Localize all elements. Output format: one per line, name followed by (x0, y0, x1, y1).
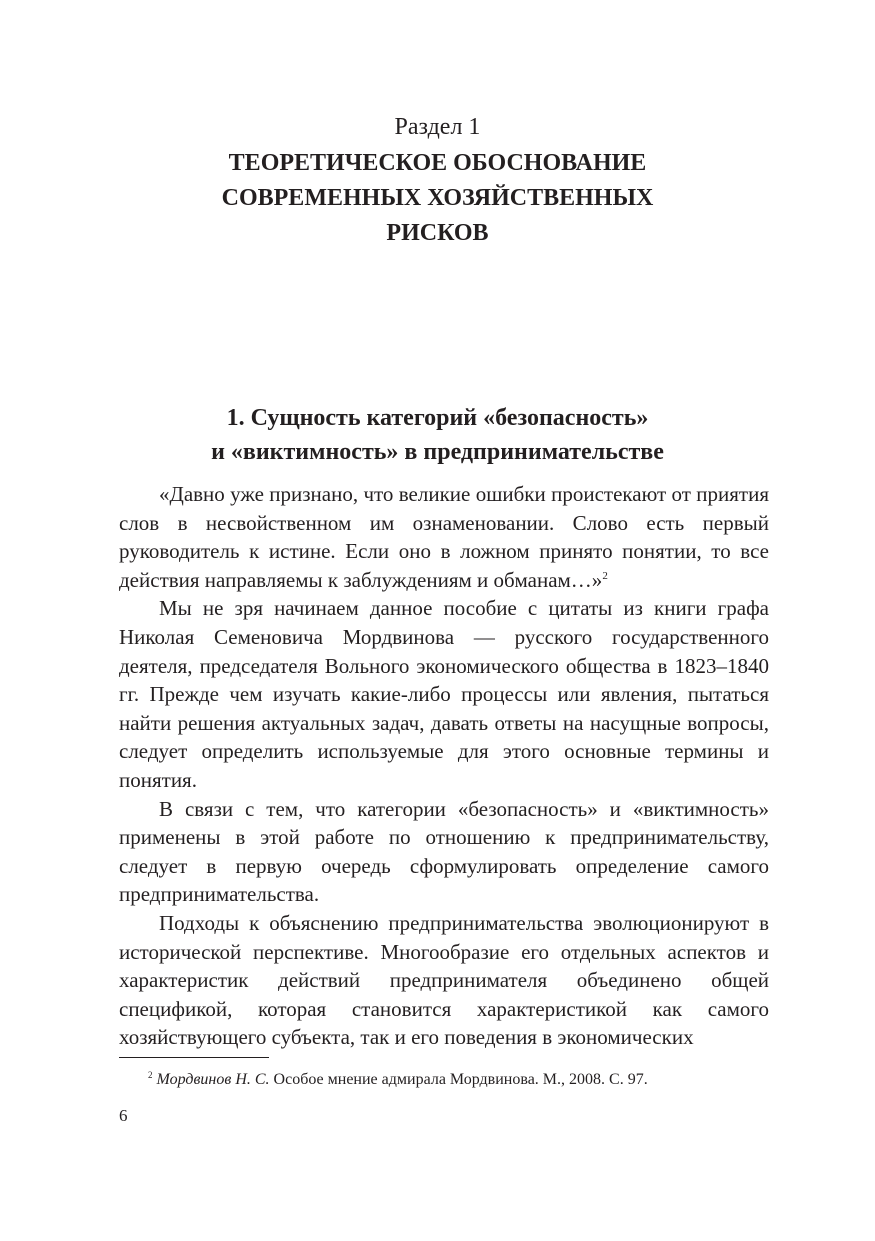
section-title (0, 146, 875, 251)
footnote (148, 1070, 768, 1090)
paragraph: Подходы к объяснению предпринимательства эволюционируют в исторической перспективе. Многообразие его отдельных аспектов и характеристик действий предпринимателя объединено общей спецификой, которая становится характеристикой как самого хозяйствующего субъекта, так и его поведения в экономических (119, 910, 769, 1050)
section-label: Раздел 1 (394, 114, 481, 140)
section-title-line: РИСКОВ (386, 220, 489, 246)
footnote-number: 2 (148, 1070, 153, 1080)
footnote-divider (119, 1057, 269, 1058)
footnote-reference: 2 (602, 569, 608, 582)
section-title-line: ТЕОРЕТИЧЕСКОЕ ОБОСНОВАНИЕ (228, 150, 647, 176)
chapter-title-line: 1. Сущность категорий «безопасность» (226, 405, 649, 431)
paragraph: В связи с тем, что категории «безопасность» и «виктимность» применены в этой работе по отношению к предпринимательству, следует в первую очередь сформулировать определение самого предпринимательства. (119, 796, 769, 907)
footnote-text: Особое мнение адмирала Мордвинова. М., 2008. С. 97. (273, 1071, 648, 1088)
paragraph-text: «Давно уже признано, что великие ошибки проистекают от приятия слов в несвойственном им ознаменовании. Слово есть первый руководитель к истине. Если оно в ложном принято понятии, то все действия направляемы к заблуждениям и обманам…» (119, 482, 769, 592)
body-text (119, 480, 769, 1052)
paragraph: Мы не зря начинаем данное пособие с цитаты из книги графа Николая Семеновича Мордвинова — русского государственного деятеля, председателя Вольного экономического общества в 1823–1840 гг. Прежде чем изучать какие-либо процессы или явления, пытаться найти решения актуальных задач, давать ответы на насущные вопросы, следует определить используемые для этого основные термины и понятия. (119, 596, 769, 792)
footnote-author: Мордвинов Н. С. (156, 1071, 270, 1088)
page-number: 6 (119, 1106, 128, 1125)
paragraph-quote (119, 480, 769, 594)
chapter-title (0, 401, 875, 469)
chapter-title-line: и «виктимность» в предпринимательстве (211, 439, 664, 465)
section-title-line: СОВРЕМЕННЫХ ХОЗЯЙСТВЕННЫХ (221, 185, 654, 211)
